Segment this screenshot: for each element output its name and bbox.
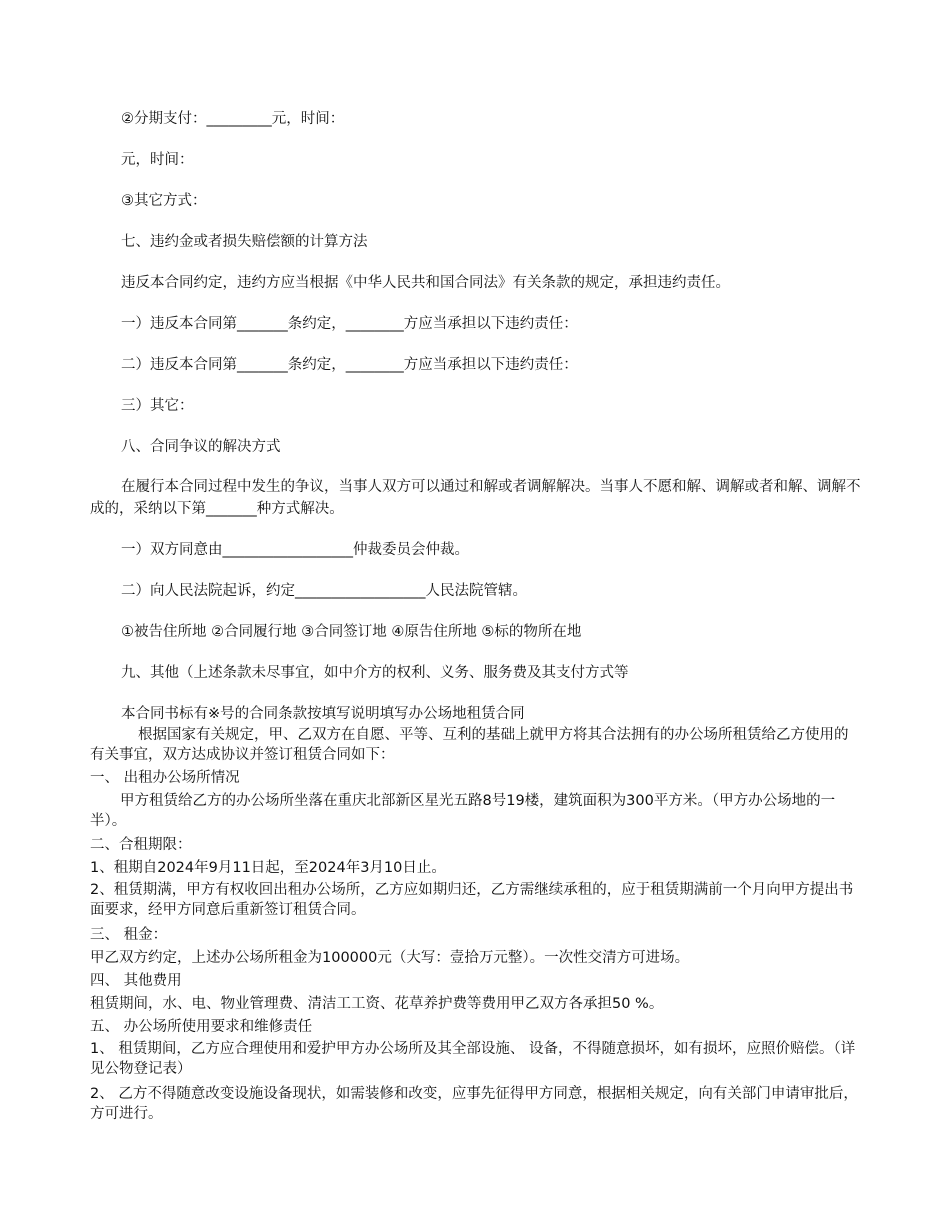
breach-clause-1: 一）违反本合同第_______条约定，________方应当承担以下违约责任： xyxy=(121,316,578,332)
payment-time-line: 元，时间： xyxy=(121,152,194,168)
breach-liability-paragraph: 违反本合同约定，违约方应当根据《中华人民共和国合同法》有关条款的规定，承担违约责任。 xyxy=(121,275,730,291)
lease-term-line: 1、租期自2024年9月11日起，至2024年3月10日止。 xyxy=(90,860,446,876)
usage-clause-1: 1、 租赁期间，乙方应合理使用和爱护甲方办公场所及其全部设施、 设备，不得随意损坏，如有损坏，应照价赔偿。（详见公物登记表） xyxy=(90,1041,856,1077)
section-9-heading: 九、其他（上述条款未尽事宜，如中介方的权利、义务、服务费及其支付方式等 xyxy=(121,665,629,681)
arbitration-option: 一）双方同意由__________________仲裁委员会仲裁。 xyxy=(121,542,469,558)
section-2-heading: 二、合租期限： xyxy=(90,837,192,853)
premises-description: 甲方租赁给乙方的办公场所坐落在重庆北部新区星光五路8号19楼，建筑面积为300平方米。（甲方办公场地的一半）。 xyxy=(90,793,836,829)
section-3-heading: 三、 租金： xyxy=(90,927,168,943)
rent-line: 甲乙双方约定，上述办公场所租金为100000元（大写：壹拾万元整）。一次性交清方可进场。 xyxy=(90,950,690,966)
contract-title-line: 本合同书标有※号的合同条款按填写说明填写办公场地租赁合同 xyxy=(121,706,525,722)
usage-clause-2: 2、 乙方不得随意改变设施设备现状，如需装修和改变，应事先征得甲方同意，根据相关规定，向有关部门申请审批后，方可进行。 xyxy=(90,1086,858,1122)
jurisdiction-options: ①被告住所地 ②合同履行地 ③合同签订地 ④原告住所地 ⑤标的物所在地 xyxy=(121,624,582,640)
lease-expiry-paragraph: 2、租赁期满，甲方有权收回出租办公场所，乙方应如期归还，乙方需继续承租的，应于租赁期满前一个月向甲方提出书面要求，经甲方同意后重新签订租赁合同。 xyxy=(90,882,854,918)
breach-clause-3: 三）其它： xyxy=(121,398,194,414)
section-7-heading: 七、违约金或者损失赔偿额的计算方法 xyxy=(121,234,368,250)
dispute-resolution-paragraph: 在履行本合同过程中发生的争议，当事人双方可以通过和解或者调解解决。当事人不愿和解、调解或者和解、调解不成的，采纳以下第_______种方式解决。 xyxy=(90,479,861,517)
section-8-heading: 八、合同争议的解决方式 xyxy=(121,439,281,455)
section-4-heading: 四、 其他费用 xyxy=(90,973,182,989)
breach-clause-2: 二）违反本合同第_______条约定，________方应当承担以下违约责任： xyxy=(121,357,578,373)
contract-intro-paragraph: 根据国家有关规定，甲、乙双方在自愿、平等、互利的基础上就甲方将其合法拥有的办公场所租赁给乙方使用的有关事宜，双方达成协议并签订租赁合同如下： xyxy=(90,727,849,763)
section-5-heading: 五、 办公场所使用要求和维修责任 xyxy=(90,1019,313,1035)
other-fees-line: 租赁期间，水、电、物业管理费、清洁工工资、花草养护费等费用甲乙双方各承担50 %。 xyxy=(90,996,664,1012)
installment-payment-line: ②分期支付：_________元，时间： xyxy=(121,111,345,127)
section-1-heading: 一、 出租办公场所情况 xyxy=(90,770,240,786)
other-payment-line: ③其它方式： xyxy=(121,193,207,209)
court-option: 二）向人民法院起诉，约定__________________人民法院管辖。 xyxy=(121,583,527,599)
